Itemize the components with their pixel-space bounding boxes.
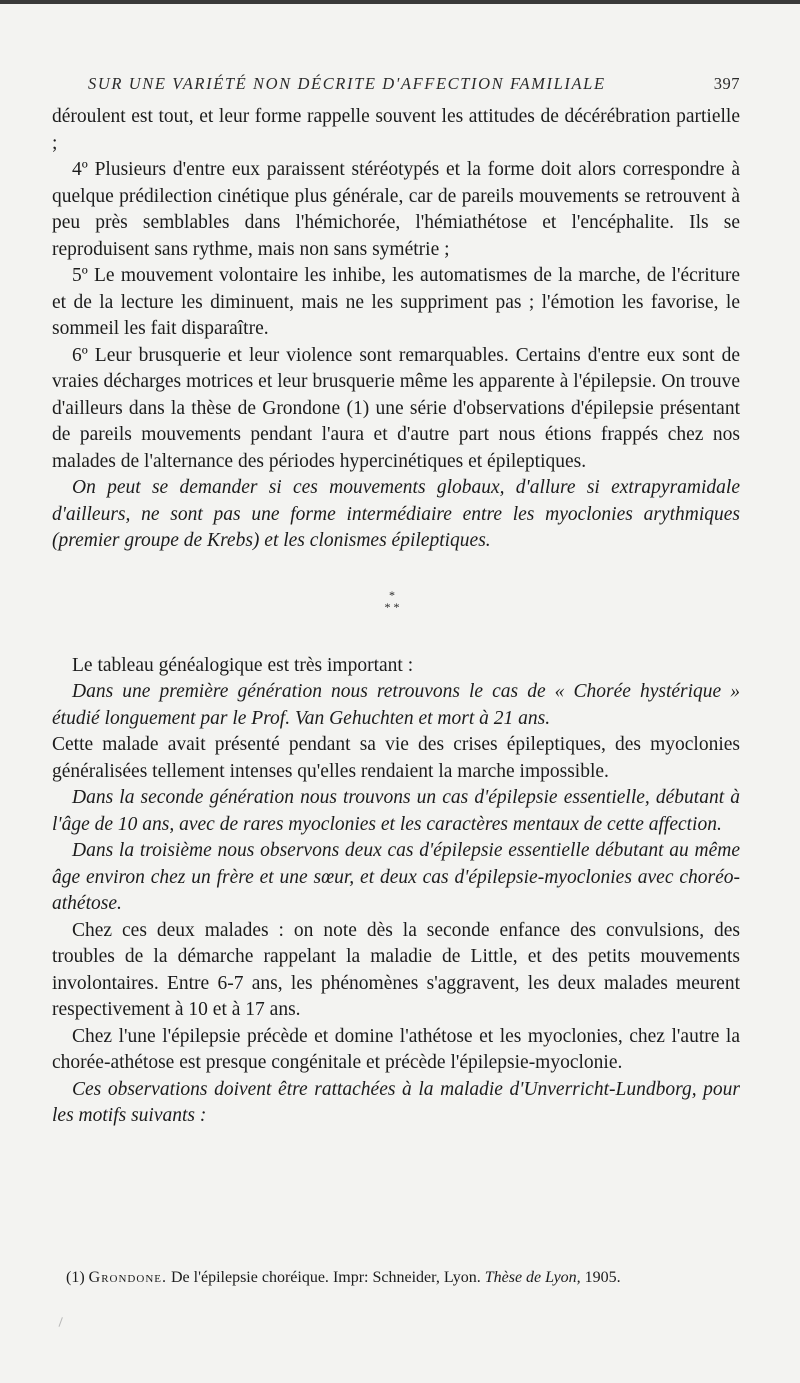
running-title: SUR UNE VARIÉTÉ NON DÉCRITE D'AFFECTION FAMILIALE xyxy=(88,74,606,93)
top-border-rule xyxy=(0,0,800,4)
footnote xyxy=(66,1268,756,1288)
section-asterism xyxy=(52,589,432,613)
paragraph-point-4: 4º Plusieurs d'entre eux paraissent stéréotypés et la forme doit alors correspondre à quelque prédilection cinétique plus générale, car de pareils mouvements se retrouvent à peu près semblables dans l'hémichorée, l'hémiathétose et l'encéphalite. Ils se reproduisent sans rythme, mais non sans symétrie ; xyxy=(52,159,740,260)
paragraph-comparison: Chez l'une l'épilepsie précède et domine l'athétose et les myoclonies, chez l'autre la chorée-athétose est presque congénitale et précède l'épilepsie-myoclonie. xyxy=(52,1025,740,1073)
paragraph-second-generation: Dans la seconde génération nous trouvons un cas d'épilepsie essentielle, débutant à l'âge de 10 ans, avec de rares myoclonies et les caractères mentaux de cette affection. xyxy=(52,787,740,835)
paragraph-genealogy-intro: Le tableau généalogique est très important : xyxy=(72,654,414,676)
page-number: 397 xyxy=(713,74,740,93)
paragraph-first-generation: Dans une première génération nous retrouvons le cas de « Chorée hystérique » étudié longuement par le Prof. Van Gehuchten et mort à 21 ans. xyxy=(52,681,740,729)
asterism-top: * xyxy=(389,587,395,602)
paragraph-two-patients: Chez ces deux malades : on note dès la seconde enfance des convulsions, des troubles de la démarche rappelant la maladie de Little, et des petits mouvements involontaires. Entre 6-7 ans, les phénomènes s'aggravent, les deux malades meurent respectivement à 10 et à 17 ans. xyxy=(52,919,740,1020)
footnote-marker: (1) xyxy=(66,1269,85,1286)
paragraph-continuation: déroulent est tout, et leur forme rappelle souvent les attitudes de décérébration partielle ; xyxy=(52,106,740,154)
pencil-mark xyxy=(59,1317,69,1329)
page-body xyxy=(52,104,740,1130)
asterism-bottom: * * xyxy=(384,599,400,614)
paragraph-third-generation: Dans la troisième nous observons deux cas d'épilepsie essentielle débutant au même âge environ chez un frère et une sœur, et deux cas d'épilepsie-myoclonies avec choréo-athétose. xyxy=(52,840,740,914)
paragraph-first-generation-detail: Cette malade avait présenté pendant sa vie des crises épileptiques, des myoclonies généralisées tellement intenses qu'elles rendaient la marche impossible. xyxy=(52,734,740,782)
paragraph-point-6: 6º Leur brusquerie et leur violence sont remarquables. Certains d'entre eux sont de vraies décharges motrices et leur brusquerie même les apparente à l'épilepsie. On trouve d'ailleurs dans la thèse de Grondone (1) une série d'observations d'épilepsie présentant de pareils mouvements pendant l'aura et d'autre part nous étions frappés chez nos malades de l'alternance des périodes hypercinétiques et épileptiques. xyxy=(52,344,740,472)
footnote-author: Grondone. xyxy=(88,1269,167,1286)
footnote-thesis: Thèse de Lyon, xyxy=(484,1269,581,1286)
footnote-printer: Impr: Schneider, Lyon. xyxy=(332,1269,481,1286)
paragraph-point-5: 5º Le mouvement volontaire les inhibe, les automatismes de la marche, de l'écriture et de la lecture les diminuent, mais ne les suppriment pas ; l'émotion les favorise, le sommeil les fait disparaître. xyxy=(52,265,740,339)
paragraph-question: On peut se demander si ces mouvements globaux, d'allure si extrapyramidale d'ailleurs, ne sont pas une forme intermédiaire entre les myoclonies arythmiques (premier groupe de Krebs) et les clonismes épileptiques. xyxy=(52,477,740,551)
paragraph-conclusion: Ces observations doivent être rattachées à la maladie d'Unverricht-Lundborg, pour les motifs suivants : xyxy=(52,1078,740,1126)
footnote-year: 1905. xyxy=(584,1269,621,1286)
footnote-title: De l'épilepsie choréique. xyxy=(171,1269,329,1286)
running-header xyxy=(88,74,740,94)
